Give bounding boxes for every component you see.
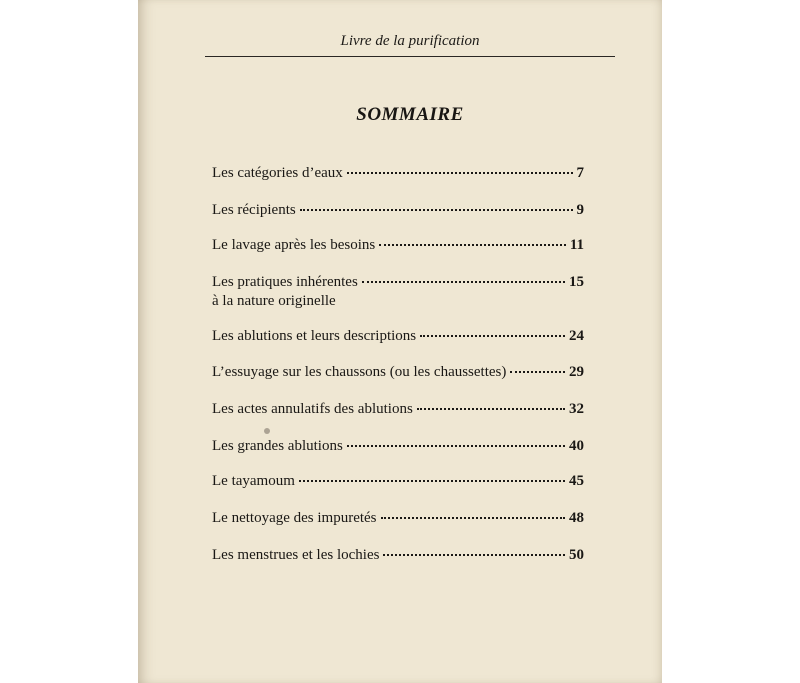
toc-entry-label: Le nettoyage des impuretés bbox=[212, 510, 377, 526]
dot-leader bbox=[299, 480, 565, 482]
toc-entry-label: L’essuyage sur les chaussons (ou les chaussettes) bbox=[212, 364, 507, 380]
toc-entry-label: Le tayamoum bbox=[212, 473, 295, 489]
toc-entry[interactable] bbox=[212, 237, 584, 254]
toc-entry-page: 24 bbox=[569, 328, 584, 344]
toc-entry-page: 32 bbox=[569, 401, 584, 417]
toc-entry-label: Les récipients bbox=[212, 202, 296, 218]
toc-entry-label: Les pratiques inhérentes à la nature originelle bbox=[212, 274, 358, 309]
paper-speck bbox=[264, 428, 270, 434]
toc-entry-page: 48 bbox=[569, 510, 584, 526]
toc-entry[interactable] bbox=[212, 328, 584, 345]
toc-entry[interactable] bbox=[212, 364, 584, 381]
toc-entry[interactable] bbox=[212, 547, 584, 564]
dot-leader bbox=[383, 554, 565, 556]
dot-leader bbox=[381, 517, 565, 519]
dot-leader bbox=[300, 209, 573, 211]
toc-entry-page: 50 bbox=[569, 547, 584, 563]
toc-entry-label: Les ablutions et leurs descriptions bbox=[212, 328, 417, 344]
dot-leader bbox=[379, 244, 566, 246]
toc-entry[interactable] bbox=[212, 438, 584, 455]
toc-entry[interactable] bbox=[212, 202, 584, 219]
toc-entry[interactable] bbox=[212, 165, 584, 182]
toc-entry-page: 40 bbox=[569, 438, 584, 454]
toc-entry-label: Les actes annulatifs des ablutions bbox=[212, 401, 413, 417]
toc-entry-page: 45 bbox=[569, 473, 584, 489]
toc-entry-label: Les menstrues et les lochies bbox=[212, 547, 380, 563]
toc-entry-label: Les catégories d’eaux bbox=[212, 165, 343, 181]
toc-entry[interactable] bbox=[212, 401, 584, 418]
toc-entry-page: 9 bbox=[576, 202, 584, 218]
toc-entry-label: Le lavage après les besoins bbox=[212, 237, 376, 253]
toc-entry[interactable] bbox=[212, 473, 584, 490]
dot-leader bbox=[510, 371, 565, 373]
toc-entry-page: 29 bbox=[569, 364, 584, 380]
toc-entry-page: 11 bbox=[569, 237, 584, 253]
toc-entry[interactable] bbox=[212, 510, 584, 527]
dot-leader bbox=[347, 445, 565, 447]
toc-entry-label: Les grandes ablutions bbox=[212, 438, 343, 454]
dot-leader bbox=[417, 408, 565, 410]
toc-entry-page: 15 bbox=[569, 274, 584, 290]
dot-leader bbox=[347, 172, 573, 174]
summary-title: SOMMAIRE bbox=[356, 104, 464, 125]
running-title: Livre de la purification bbox=[340, 33, 480, 49]
dot-leader bbox=[362, 281, 565, 283]
dot-leader bbox=[420, 335, 565, 337]
toc-entry[interactable] bbox=[212, 273, 584, 311]
toc-entry-page: 7 bbox=[576, 165, 584, 181]
header-rule bbox=[205, 56, 615, 57]
